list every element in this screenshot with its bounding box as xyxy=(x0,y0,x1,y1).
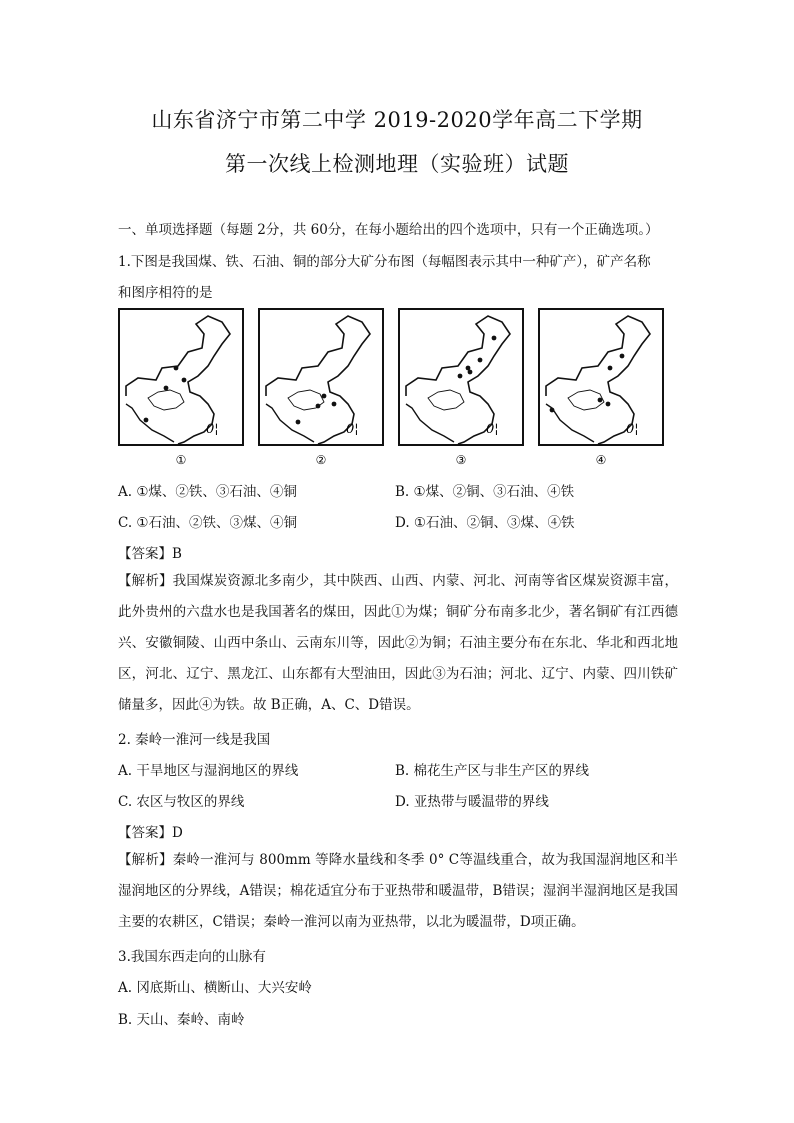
q1-analysis-text: 我国煤炭资源北多南少，其中陕西、山西、内蒙、河北、河南等省区煤炭资源丰富，此外贵州的六盘水也是我国著名的煤田，因此①为煤；铜矿分布南多北少，著名铜矿有江西德兴、安徽铜陵、山西中条山、云南东川等，因此②为铜；石油主要分布在东北、华北和西北地区，河北、辽宁、黑龙江、山东都有大型油田，因此③为石油；河北、辽宁、内蒙、四川铁矿储量多，因此④为铁。故 B正确，A、C、D错误。 xyxy=(118,573,679,713)
china-map-3-figure xyxy=(398,308,524,468)
q2-option-c: C. 农区与牧区的界线 xyxy=(118,794,245,810)
q1-stem-line1: 1.下图是我国煤、铁、石油、铜的部分大矿分布图（每幅图表示其中一种矿产），矿产名称 xyxy=(118,254,651,270)
q3-option-b: B. 天山、秦岭、南岭 xyxy=(118,1012,245,1028)
map-4 xyxy=(538,308,664,468)
q1-option-c: C. ①石油、②铁、③煤、④铜 xyxy=(118,515,298,531)
q1-option-d: D. ①石油、②铜、③煤、④铁 xyxy=(395,515,575,531)
page-title-line1: 山东省济宁市第二中学 2019-2020学年高二下学期 xyxy=(151,108,643,132)
q1-analysis xyxy=(118,566,678,721)
map-3 xyxy=(398,308,524,468)
china-map-4-figure xyxy=(538,308,664,468)
map-4-islands: 0¦ xyxy=(626,422,639,437)
section-heading: 一、单项选择题（每题 2分，共 60分，在每小题给出的四个选项中，只有一个正确选项。） xyxy=(118,222,659,238)
q1-answer: 【答案】B xyxy=(118,546,182,562)
q2-answer: 【答案】D xyxy=(118,825,183,841)
q2-option-d: D. 亚热带与暖温带的界线 xyxy=(395,794,549,810)
mineral-maps xyxy=(118,308,663,468)
map-3-islands: 0¦ xyxy=(486,422,499,437)
map-2 xyxy=(258,308,384,468)
map-2-islands: 0¦ xyxy=(346,422,359,437)
q1-option-a: A. ①煤、②铁、③石油、④铜 xyxy=(118,484,297,500)
map-1-islands: 0¦ xyxy=(206,422,219,437)
page-title-line2: 第一次线上检测地理（实验班）试题 xyxy=(225,152,569,176)
map-3-label: ③ xyxy=(455,453,467,467)
q3-option-a: A. 冈底斯山、横断山、大兴安岭 xyxy=(118,980,312,996)
q2-analysis-text: 秦岭一淮河与 800mm 等降水量线和冬季 0° C等温线重合，故为我国湿润地区和半湿润地区的分界线，A错误；棉花适宜分布于亚热带和暖温带，B错误；湿润半湿润地区是我国主要的农耕区，C错误；秦岭一淮河以南为亚热带，以北为暖温带，D项正确。 xyxy=(118,852,679,930)
q2-option-a: A. 干旱地区与湿润地区的界线 xyxy=(118,763,299,779)
map-4-label: ④ xyxy=(595,453,607,467)
map-1 xyxy=(118,308,244,468)
q2-option-b: B. 棉花生产区与非生产区的界线 xyxy=(395,763,590,779)
map-1-label: ① xyxy=(175,453,187,467)
q3-stem: 3.我国东西走向的山脉有 xyxy=(118,949,266,965)
q1-analysis-label: 【解析】 xyxy=(118,573,173,589)
q1-option-b: B. ①煤、②铜、③石油、④铁 xyxy=(395,484,575,500)
china-map-2-figure xyxy=(258,308,384,468)
q2-analysis-label: 【解析】 xyxy=(118,852,173,868)
map-2-label: ② xyxy=(315,453,327,467)
china-map-1-figure xyxy=(118,308,244,468)
q1-stem-line2: 和图序相符的是 xyxy=(118,285,213,301)
q2-analysis xyxy=(118,845,678,938)
q2-stem: 2. 秦岭一淮河一线是我国 xyxy=(118,732,271,748)
